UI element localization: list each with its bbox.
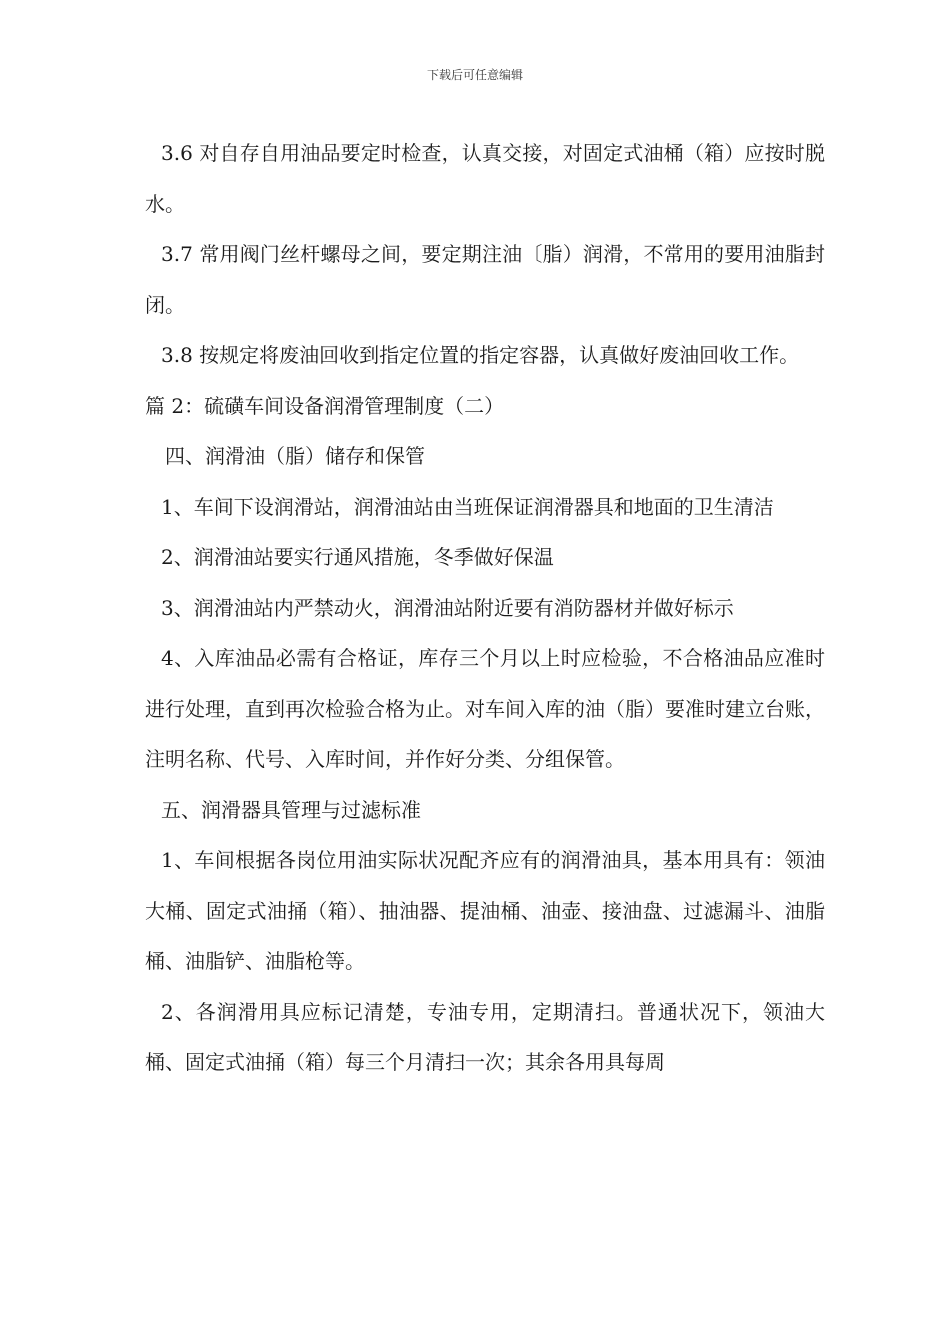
paragraph-storage-3: 3、润滑油站内严禁动火，润滑油站附近要有消防器材并做好标示 <box>161 595 734 620</box>
document-body <box>145 128 825 1088</box>
paragraph-tools-1: 1、车间根据各岗位用油实际状况配齐应有的润滑油具，基本用具有：领油大桶、固定式油捅（箱）、抽油器、提油桶、油壶、接油盘、过滤漏斗、油脂桶、油脂铲、油脂枪等。 <box>145 848 825 973</box>
paragraph-tools-2: 2、各润滑用具应标记清楚，专油专用，定期清扫。普通状况下，领油大桶、固定式油捅（箱）每三个月清扫一次；其余各用具每周 <box>145 999 825 1074</box>
heading-storage: 四、润滑油（脂）储存和保管 <box>165 444 425 468</box>
paragraph-3-6: 3.6 对自存自用油品要定时检查，认真交接，对固定式油桶（箱）应按时脱水。 <box>145 141 825 216</box>
paragraph-storage-2: 2、润滑油站要实行通风措施，冬季做好保温 <box>161 545 554 569</box>
page-header-note: 下载后可任意编辑 <box>426 68 523 82</box>
paragraph-storage-1: 1、车间下设润滑站，润滑油站由当班保证润滑器具和地面的卫生清洁 <box>161 494 774 519</box>
paragraph-3-7: 3.7 常用阀门丝杆螺母之间，要定期注油〔脂）润滑，不常用的要用油脂封闭。 <box>145 242 825 317</box>
heading-tools: 五、润滑器具管理与过滤标准 <box>161 797 421 822</box>
paragraph-3-8: 3.8 按规定将废油回收到指定位置的指定容器，认真做好废油回收工作。 <box>161 343 800 367</box>
paragraph-storage-4: 4、入库油品必需有合格证，库存三个月以上时应检验，不合格油品应准时进行处理，直到再次检验合格为止。对车间入库的油（脂）要准时建立台账，注明名称、代号、入库时间，并作好分类、分组保管。 <box>145 646 825 771</box>
section-title-part-2: 篇 2：硫磺车间设备润滑管理制度（二） <box>145 393 505 418</box>
